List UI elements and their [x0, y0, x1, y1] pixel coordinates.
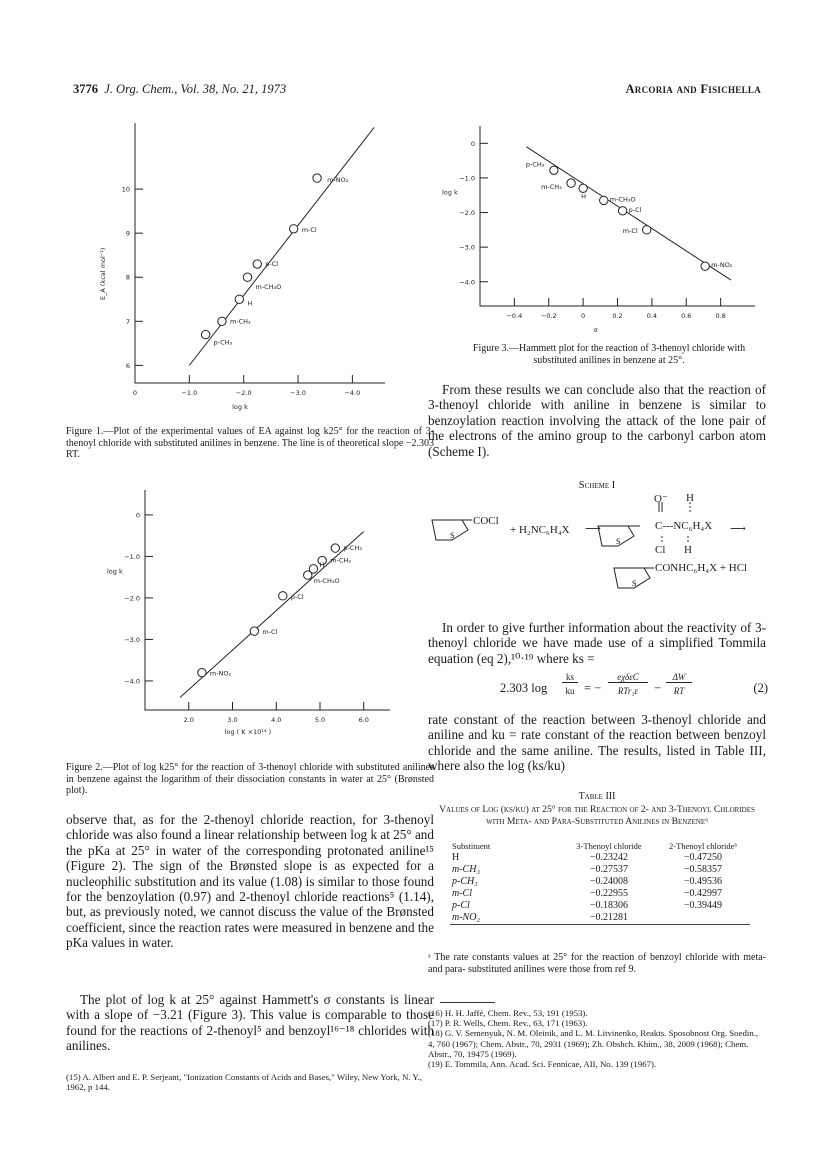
scheme-intermediate: C---NC₆H₄X: [655, 520, 713, 532]
figure-3-chart: [440, 118, 760, 333]
fig2-axes: [145, 490, 390, 710]
fig2-y-tick-label: −3.0: [124, 635, 140, 644]
eq-frac3-num: ΔW: [666, 672, 692, 683]
fig3-point-label: m-NO₂: [711, 261, 733, 270]
scheme-aniline: + H₂NC₆H₄X: [510, 524, 570, 536]
fig3-x-tick-label: −0.2: [540, 312, 557, 320]
table-row: [450, 852, 750, 864]
fig3-point-label: m-CH₃: [541, 183, 562, 192]
fig1-data-point: [253, 260, 261, 268]
table-cell: H: [452, 852, 460, 863]
fig2-y-tick-label: 0: [135, 511, 140, 520]
table-3-label: Table III: [578, 791, 616, 802]
fig3-x-tick-label: 0.6: [681, 312, 692, 320]
fig2-x-tick-label: 4.0: [271, 716, 282, 724]
table-cell: −0.39449: [683, 900, 723, 911]
fig2-point-label: m-NO₂: [209, 669, 232, 678]
table-row: [450, 912, 750, 925]
table-3: [450, 840, 750, 925]
table-cell: [656, 912, 750, 925]
page-number: 3776: [73, 82, 98, 96]
fig1-fit-line: [189, 127, 374, 365]
eq-equals: = −: [584, 681, 602, 695]
running-header-authors: Arcoria and Fisichella: [625, 82, 761, 96]
fig2-x-tick-label: 5.0: [314, 716, 326, 724]
fig1-y-tick-label: 10: [121, 185, 130, 194]
fig2-data-point: [304, 571, 312, 579]
table-cell: −0.24008: [589, 876, 629, 887]
fig3-x-tick-label: 0.2: [612, 312, 623, 320]
fig1-point-label: m-NO₂: [327, 176, 349, 185]
table-row: [450, 900, 750, 912]
table-cell: −0.21281: [589, 912, 629, 923]
table-cell: −0.18306: [589, 900, 629, 911]
fig2-point-label: m-CH₃: [330, 556, 351, 565]
fig3-data-point: [567, 179, 575, 187]
eq-lhs: 2.303 log: [500, 681, 548, 695]
body-text-left-2: The plot of log k at 25° against Hammett's σ constants is linear with a slope of −3.21 (Figure 3). This value is comparable to those found for the reactions of 2-thenoyl⁵ and benzoyl¹⁶⁻¹⁸ chlorides with anilines.: [66, 992, 434, 1054]
fig1-data-point: [243, 273, 251, 281]
fig1-point-label: m-CH₃: [229, 317, 251, 326]
body-text-right-1: From these results we can conclude also that the reaction of 3-thenoyl chloride with aniline in benzene is similar to benzoylation reaction involving the attack of the lone pair of the electrons of the amino group to the carbonyl carbon atom (Scheme I).: [428, 382, 766, 459]
figure-2-chart: [95, 480, 390, 752]
fig1-y-axis-label: E_A (kcal mol⁻¹): [99, 247, 107, 300]
fig2-x-tick-label: 6.0: [358, 716, 369, 724]
body-text-right-3: rate constant of the reaction between 3-thenoyl chloride and aniline and ku = rate constant of the reaction between benzoyl chloride and the same aniline. The results, listed in Table III, where also the log (ks/ku): [428, 712, 766, 774]
scheme-cl: Cl: [655, 544, 666, 556]
journal-citation: J. Org. Chem., Vol. 38, No. 21, 1973: [104, 82, 287, 96]
fig3-data-point: [579, 184, 587, 192]
fig1-data-point: [289, 225, 297, 233]
scheme-h-bottom: H: [684, 544, 692, 556]
fig2-point-label: m-Cl: [262, 628, 278, 637]
table-header-2-thenoyl: 2-Thenoyl chlorideᵇ: [668, 841, 737, 851]
fig2-point-label: p-CH₃: [343, 544, 362, 553]
fig2-data-point: [331, 544, 339, 552]
fig2-y-tick-label: −1.0: [124, 552, 140, 561]
table-header-substituent: Substituent: [452, 841, 491, 851]
fig1-x-tick-label: −2.0: [235, 389, 252, 397]
fig1-y-tick-label: 7: [125, 317, 130, 326]
figure-1-caption: Figure 1.—Plot of the experimental values of EA against log k25° for the reaction of 3-thenoyl chloride with substituted anilines in benzene. The line is of theoretical slope −2.303 RT.: [66, 426, 434, 460]
fig1-point-label: m-Cl: [301, 225, 317, 234]
fig3-y-axis-label: log k: [442, 188, 458, 197]
body-text-left-1: observe that, as for the 2-thenoyl chloride reaction, for 3-thenoyl chloride was also found a linear relationship between log k at 25° and the pKa at 25° in water of the corresponding protonated aniline¹⁵ (Figure 2). The sign of the Brønsted slope is as expected for a nucleophilic substitution and its value (1.08) is similar to those found for the benzoylation (0.97) and 2-thenoyl chloride reactions⁵ (1.14), but, as previously noted, we cannot discuss the value of the Brønsted coefficient, since the reaction rates were measured in benzene and the pKa values in water.: [66, 812, 434, 951]
fig1-x-tick-label: 0: [132, 389, 138, 397]
equation-2: [500, 672, 768, 708]
references: [428, 1008, 766, 1069]
table-cell: p-CH₃: [452, 876, 478, 887]
table-cell: −0.49536: [683, 876, 723, 887]
scheme-title: Scheme I: [578, 480, 616, 491]
scheme-1: [428, 492, 766, 612]
fig1-data-point: [218, 317, 226, 325]
fig1-data-point: [235, 295, 243, 303]
fig2-x-tick-label: 3.0: [227, 716, 238, 724]
eq-number: (2): [753, 681, 768, 695]
fig3-data-point: [600, 196, 608, 204]
fig2-point-label: H: [319, 560, 325, 569]
fig1-y-tick-label: 6: [125, 361, 130, 370]
fig3-x-tick-label: 0: [581, 312, 586, 320]
scheme-product: CONHC₆H₄X + HCl: [655, 562, 748, 574]
scheme-h-top: H: [686, 492, 694, 504]
fig3-x-tick-label: 0.4: [646, 312, 658, 320]
fig3-data-point: [618, 207, 626, 215]
fig3-y-tick-label: −1.0: [459, 174, 475, 183]
footnote-rule: [440, 1002, 495, 1003]
table-cell: m-CH₃: [452, 864, 480, 875]
table-3-title: Values of Log (ks/ku) at 25° for the Reaction of 2- and 3-Thenoyl Chlorides with Meta- and Para-Substituted Anilines in Benzeneᵃ: [439, 804, 755, 827]
fig2-data-point: [250, 627, 258, 635]
table-cell: −0.22955: [589, 888, 629, 899]
table-3-footnote: ᵃ The rate constants values at 25° for the reaction of benzoyl chloride with meta- and para- substituted anilines were those from ref 9.: [428, 952, 766, 975]
fig3-point-label: m-Cl: [622, 226, 638, 235]
fig2-y-tick-label: −2.0: [124, 594, 140, 603]
fig1-point-label: p-Cl: [265, 260, 279, 269]
eq-minus: −: [654, 681, 662, 695]
svg-text:S: S: [616, 537, 621, 546]
fig1-x-tick-label: −1.0: [181, 389, 198, 397]
fig3-x-tick-label: −0.4: [506, 312, 523, 320]
fig3-y-tick-label: −3.0: [459, 243, 475, 252]
eq-frac1-num: ks: [562, 672, 578, 683]
fig1-y-tick-label: 8: [125, 273, 130, 282]
table-header-3-thenoyl: 3-Thenoyl chloride: [576, 841, 642, 851]
reference-16: (16) H. H. Jaffé, Chem. Rev., 53, 191 (1953).: [428, 1008, 588, 1018]
footnote-15: (15) A. Albert and E. P. Serjeant, "Ionization Constants of Acids and Bases," Wiley, New York, N. Y., 1962, p 144.: [66, 1072, 422, 1093]
eq-frac1-den: ku: [565, 686, 575, 696]
fig3-data-point: [643, 226, 651, 234]
running-header-left: [73, 82, 286, 97]
fig3-y-tick-label: 0: [470, 139, 475, 148]
table-cell: −0.58357: [683, 864, 723, 875]
fig3-x-axis-label: σ: [593, 326, 598, 334]
fig2-x-axis-label: log ( K ×10¹⁴ ): [224, 728, 272, 736]
fig2-y-tick-label: −4.0: [124, 677, 140, 686]
scheme-arrow-2: ⟶: [730, 523, 746, 535]
fig1-point-label: H: [247, 299, 253, 308]
table-cell: m-NO₂: [452, 912, 480, 923]
fig3-data-point: [550, 166, 558, 174]
fig1-point-label: m-CH₃O: [255, 283, 282, 292]
figure-2-caption: Figure 2.—Plot of log k25° for the reaction of 3-thenoyl chloride with substituted anilines in benzene against the logarithm of their dissociation constants in water at 25° (Brønsted plot).: [66, 762, 434, 796]
fig3-y-tick-label: −4.0: [459, 278, 475, 287]
figure-1-chart: [95, 108, 385, 418]
fig1-x-tick-label: −4.0: [344, 389, 361, 397]
scheme-o-minus: O⁻: [654, 493, 668, 505]
fig3-point-label: p-Cl: [628, 205, 642, 214]
fig1-point-label: p-CH₃: [213, 338, 233, 347]
eq-frac2-den: RTr₁ε: [617, 686, 639, 696]
eq-frac3-den: RT: [673, 686, 685, 696]
body-text-right-2: In order to give further information about the reactivity of 3-thenoyl chloride we have made use of a simplified Tommila equation (eq 2),¹⁰·¹⁹ where ks =: [428, 620, 766, 666]
reference-17: (17) P. R. Wells, Chem. Rev., 63, 171 (1963).: [428, 1018, 588, 1029]
table-cell: m-Cl: [452, 888, 472, 899]
table-row: [450, 864, 750, 876]
fig1-data-point: [201, 330, 209, 338]
table-row: [450, 888, 750, 900]
fig3-data-point: [701, 262, 709, 270]
fig2-data-point: [198, 668, 206, 676]
fig2-y-axis-label: log k: [107, 567, 123, 576]
fig1-data-point: [313, 174, 321, 182]
scheme-reagent-cocl: COCl: [473, 515, 499, 527]
svg-text:S: S: [632, 579, 637, 588]
fig1-x-axis-label: log k: [232, 403, 248, 411]
scheme-arrow-1: ⟶: [585, 523, 601, 535]
fig3-x-tick-label: 0.8: [715, 312, 726, 320]
fig2-point-label: p-Cl: [290, 592, 304, 601]
table-cell: −0.23242: [589, 852, 629, 863]
table-row: [450, 876, 750, 888]
svg-text:S: S: [450, 531, 455, 540]
fig3-y-tick-label: −2.0: [459, 209, 475, 218]
reference-19: (19) E. Tommila, Ann. Acad. Sci. Fennicae, AII, No. 139 (1967).: [428, 1059, 657, 1070]
table-cell: −0.42997: [683, 888, 723, 899]
fig2-x-tick-label: 2.0: [183, 716, 194, 724]
fig1-y-tick-label: 9: [125, 229, 130, 238]
figure-3-caption: Figure 3.—Hammett plot for the reaction of 3-thenoyl chloride with substituted anilines in benzene at 25°.: [472, 343, 746, 366]
fig2-data-point: [279, 592, 287, 600]
fig2-point-label: m-CH₃O: [313, 577, 340, 586]
table-cell: p-Cl: [452, 900, 470, 911]
fig1-x-tick-label: −3.0: [290, 389, 306, 397]
eq-frac2-num: eχδεC: [608, 672, 648, 683]
fig3-point-label: p-CH₃: [525, 160, 545, 169]
fig3-point-label: H: [581, 192, 587, 201]
table-cell: −0.27537: [589, 864, 629, 875]
fig3-axes: [480, 126, 755, 306]
reference-18: (18) G. V. Semenyuk, N. M. Oleinik, and L. M. Litvinenko, Reakts. Sposobnost Org. Soedin., 4, 760 (1967); Chem. Abstr., 70, 2931 (1969); Zh. Obshch. Khim., 38, 2009 (1968); Chem. Abstr., 70, 19475 (1969).: [428, 1028, 759, 1059]
fig3-point-label: m-CH₃O: [609, 195, 636, 204]
thiophene-rings: [428, 492, 766, 612]
table-cell: −0.47250: [683, 852, 723, 863]
